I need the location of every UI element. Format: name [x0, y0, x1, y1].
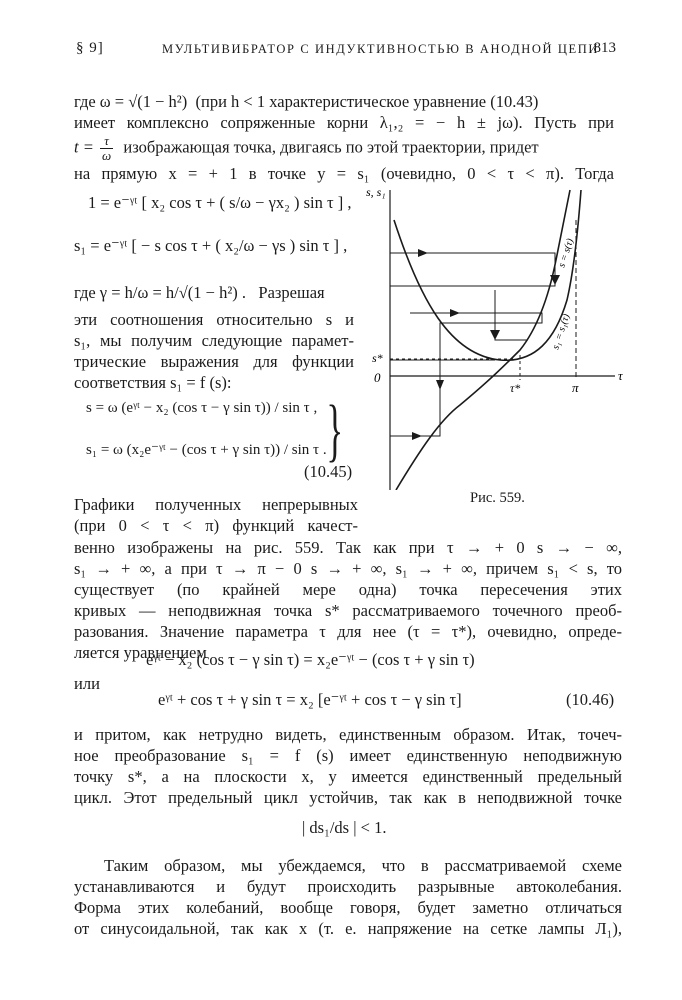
text-fragment: и притом, как нетрудно видеть, единственным образом. Итак, точеч-: [74, 725, 622, 744]
page-number: 813: [593, 40, 616, 56]
staircase: [390, 253, 555, 286]
text-line-25: [74, 919, 622, 939]
figure-caption: Рис. 559.: [470, 490, 525, 506]
text-line-3: [74, 134, 614, 164]
fraction-numerator: τ: [100, 134, 113, 149]
text-line-24: [74, 898, 622, 918]
text-fragment: s₁ → + ∞, а при τ → π − 0 s → + ∞, s₁ → + ∞, причем s₁ < s, то: [74, 559, 622, 578]
text-fragment: (при 0 < τ < π) функций качест-: [74, 516, 358, 535]
equation-4: s₁ = ω (x₂e⁻ᵞᵗ − (cos τ + γ sin τ)) / sin τ .: [86, 442, 327, 458]
text-fragment: соответствия s₁ = f (s):: [74, 373, 232, 392]
equation-3: s = ω (eᵞᵗ − x₂ (cos τ − γ sin τ)) / sin τ ,: [86, 400, 318, 416]
text-line-7: [74, 331, 354, 351]
text-line-23: [74, 877, 622, 897]
text-fragment: ляется уравнением: [74, 643, 207, 662]
text-line-5: [74, 283, 354, 303]
arrow-4: [436, 380, 444, 390]
text-line-14: [74, 580, 622, 600]
text-fragment: s₁, мы получим следующие парамет-: [74, 331, 354, 350]
text-line-9: [74, 373, 354, 393]
chapter-title: МУЛЬТИВИБРАТОР С ИНДУКТИВНОСТЬЮ В АНОДНОЙ ЦЕПИ: [162, 42, 600, 56]
text-fragment: Форма этих колебаний, вообще говоря, будет заметно отличаться: [74, 898, 622, 917]
text-fragment: разования. Значение параметра τ для нее (τ = τ*), очевидно, опреде-: [74, 622, 622, 641]
arrow-6: [490, 330, 500, 340]
equation-5-text: eᵞᵗ − x₂ (cos τ − γ sin τ) = x₂e⁻ᵞᵗ − (cos τ + γ sin τ): [146, 650, 475, 669]
text-fragment: Таким образом, мы убеждаемся, что в рассматриваемой схеме: [104, 856, 622, 875]
text-line-21: [74, 788, 622, 808]
text-line-16: [74, 622, 622, 642]
text-fragment: на прямую x = + 1 в точке y = s₁ (очевидно, 0 < τ < π). Тогда: [74, 164, 614, 183]
text-fragment: (при h < 1 характеристическое уравнение (10.43): [195, 92, 539, 111]
curve-s-label: s = s(τ): [556, 237, 577, 269]
axis-x-label: τ: [618, 368, 623, 383]
text-fragment: точку s*, а на плоскости x, y имеется единственный предельный: [74, 767, 622, 786]
text-fragment: Разрешая: [258, 283, 325, 302]
s-star-label: s*: [372, 351, 383, 365]
text-or: или: [74, 674, 100, 693]
inline-formula-omega: где ω = √(1 − h²): [74, 92, 188, 111]
text-fragment: трические выражения для функции: [74, 352, 354, 371]
text-fragment: ное преобразование s₁ = f (s) имеет единственную неподвижную: [74, 746, 622, 765]
text-fragment: венно изображены на рис. 559. Так как при τ → + 0 s → − ∞,: [74, 538, 622, 557]
equation-number-10-45: (10.45): [304, 462, 353, 481]
text-line-1: [74, 92, 614, 112]
text-line-11: [74, 516, 358, 536]
text-fragment: имеет комплексно сопряженные корни λ₁,₂ = − h ± jω). Пусть при: [74, 113, 614, 132]
text-line-6: [74, 310, 354, 330]
text-line-19: [74, 746, 622, 766]
inline-formula-gamma: где γ = h/ω = h/√(1 − h²) .: [74, 283, 247, 302]
system-brace: }: [326, 392, 344, 469]
text-fragment: эти соотношения относительно s и: [74, 310, 354, 329]
fraction-tau-omega: [100, 134, 113, 163]
staircase-5: [495, 290, 528, 340]
text-line-10: [74, 495, 358, 515]
axis-y-label: s, s₁: [366, 185, 386, 199]
curve-s1-label: s₁ = s₁(τ): [550, 312, 573, 351]
text-fragment: существует (по крайней мере одна) точка пересечения этих: [74, 580, 622, 599]
text-fragment: Графики полученных непрерывных: [74, 495, 358, 514]
arrow-5: [450, 309, 460, 317]
equation-7: | ds₁/ds | < 1.: [302, 818, 387, 837]
text-line-2: [74, 113, 614, 133]
text-fragment: t =: [74, 137, 94, 157]
arrow-1: [418, 249, 428, 257]
text-line-15: [74, 601, 622, 621]
text-line-8: [74, 352, 354, 372]
text-line-13: [74, 559, 622, 579]
arrow-3: [412, 432, 422, 440]
text-fragment: цикл. Этот предельный цикл устойчив, так как в неподвижной точке: [74, 788, 622, 807]
text-line-18: [74, 725, 622, 745]
running-header: [76, 40, 616, 64]
text-line-20: [74, 767, 622, 787]
equation-number-10-46: (10.46): [566, 690, 615, 709]
text-fragment: от синусоидальной, так как x (т. е. напряжение на сетке лампы Л₁),: [74, 919, 622, 938]
fraction-denominator: ω: [101, 148, 112, 163]
equation-1: 1 = e⁻ᵞᵗ [ x₂ cos τ + ( s/ω − γx₂ ) sin τ ] ,: [88, 193, 352, 212]
text-fragment: изображающая точка, двигаясь по этой траектории, придет: [123, 137, 539, 157]
text-line-22: [104, 856, 622, 876]
text-fragment: кривых — неподвижная точка s* рассматриваемого точечного преоб-: [74, 601, 622, 620]
text-line-12: [74, 538, 622, 558]
equation-2: s₁ = e⁻ᵞᵗ [ − s cos τ + ( x₂/ω − γs ) sin τ ] ,: [74, 236, 348, 255]
curve-s: [396, 190, 573, 490]
staircase-2: [390, 313, 542, 436]
tau-star-label: τ*: [510, 381, 521, 395]
section-number: § 9]: [76, 40, 104, 56]
origin-label: 0: [374, 370, 381, 385]
figure-559: [360, 180, 630, 490]
pi-label: π: [572, 380, 579, 395]
text-fragment: устанавливаются и будут происходить разрывные автоколебания.: [74, 877, 622, 896]
equation-6: eᵞᵗ + cos τ + γ sin τ = x₂ [e⁻ᵞᵗ + cos τ − γ sin τ]: [158, 690, 462, 709]
